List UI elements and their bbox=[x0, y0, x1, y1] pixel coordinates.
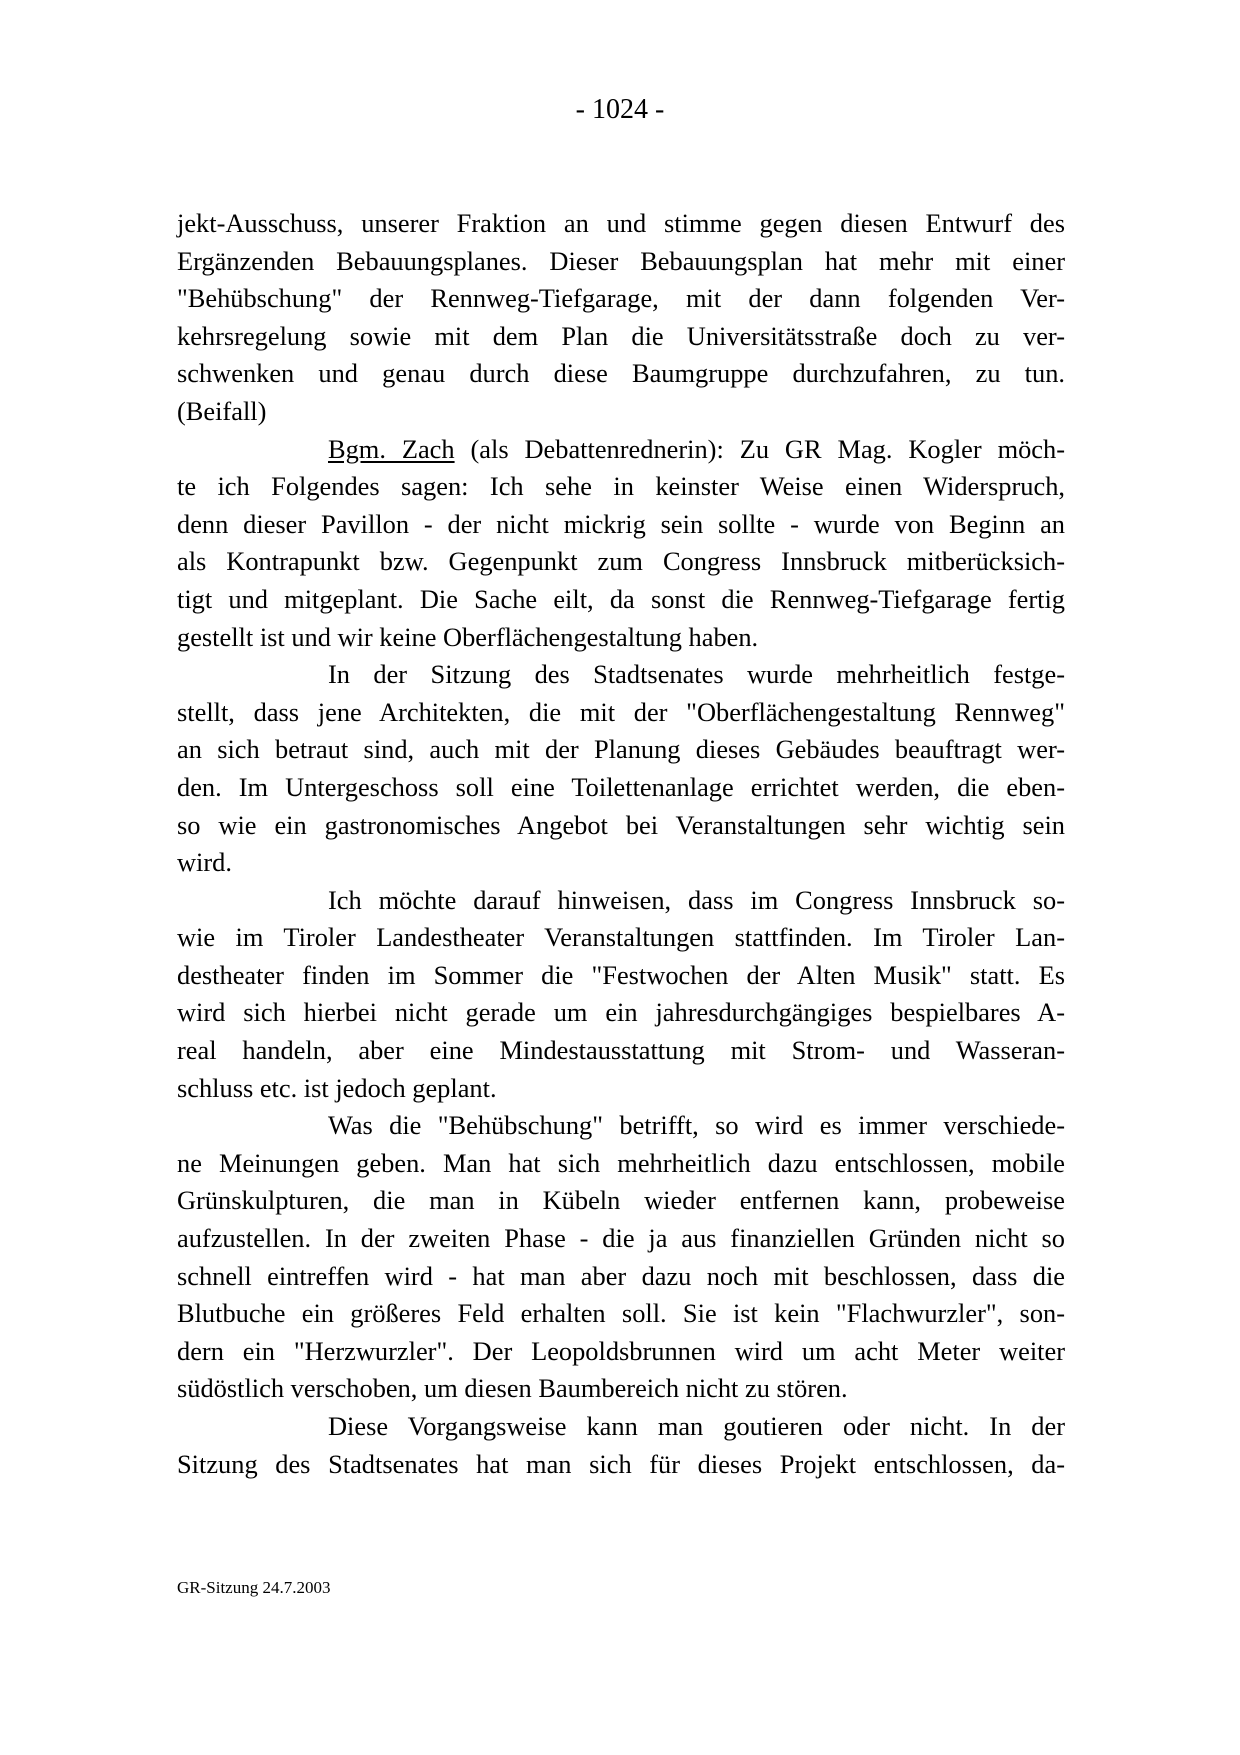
text-line: tigt und mitgeplant. Die Sache eilt, da sonst die Rennweg-Tiefgarage fertig bbox=[177, 583, 1065, 614]
text-line: (Beifall) bbox=[177, 395, 267, 426]
speaker-name: Bgm. Zach bbox=[328, 433, 455, 464]
text-line: Ergänzenden Bebauungsplanes. Dieser Bebauungsplan hat mehr mit einer bbox=[177, 245, 1065, 276]
footer-session-date: GR-Sitzung 24.7.2003 bbox=[177, 1578, 331, 1597]
text-line: Sitzung des Stadtsenates hat man sich für dieses Projekt entschlossen, da- bbox=[177, 1448, 1065, 1479]
text-line: jekt-Ausschuss, unserer Fraktion an und stimme gegen diesen Entwurf des bbox=[177, 208, 1065, 238]
text-line: real handeln, aber eine Mindestausstattung mit Strom- und Wasseran- bbox=[177, 1035, 1065, 1066]
text-line: ne Meinungen geben. Man hat sich mehrheitlich dazu entschlossen, mobile bbox=[177, 1147, 1065, 1178]
text-line: so wie ein gastronomisches Angebot bei Veranstaltungen sehr wichtig sein bbox=[177, 809, 1065, 840]
text-line: "Behübschung" der Rennweg-Tiefgarage, mit der dann folgenden Ver- bbox=[177, 283, 1065, 314]
text-line: Blutbuche ein größeres Feld erhalten soll. Sie ist kein "Flachwurzler", son- bbox=[177, 1298, 1065, 1329]
text-line: schluss etc. ist jedoch geplant. bbox=[177, 1072, 497, 1103]
page-number: - 1024 - bbox=[575, 94, 665, 125]
text-line: aufzustellen. In der zweiten Phase - die ja aus finanziellen Gründen nicht so bbox=[177, 1223, 1065, 1254]
text-line: stellt, dass jene Architekten, die mit der "Oberflächengestaltung Rennweg" bbox=[177, 696, 1065, 727]
paragraph-6 bbox=[177, 1408, 1065, 1483]
text-line: Diese Vorgangsweise kann man goutieren oder nicht. In der bbox=[328, 1411, 1065, 1441]
paragraph-5 bbox=[177, 1107, 1065, 1408]
text-line: kehrsregelung sowie mit dem Plan die Universitätsstraße doch zu ver- bbox=[177, 320, 1065, 351]
text-line: Was die "Behübschung" betrifft, so wird es immer verschiede- bbox=[328, 1110, 1065, 1141]
text-line: südöstlich verschoben, um diesen Baumbereich nicht zu stören. bbox=[177, 1373, 848, 1404]
text-line: wird. bbox=[177, 847, 232, 878]
text-line: wie im Tiroler Landestheater Veranstaltungen stattfinden. Im Tiroler Lan- bbox=[177, 922, 1065, 953]
text-line: wird sich hierbei nicht gerade um ein jahresdurchgängiges bespielbares A- bbox=[177, 997, 1065, 1028]
text-line: schwenken und genau durch diese Baumgruppe durchzufahren, zu tun. bbox=[177, 358, 1065, 389]
text-line: Grünskulpturen, die man in Kübeln wieder entfernen kann, probeweise bbox=[177, 1185, 1065, 1216]
text-line: te ich Folgendes sagen: Ich sehe in keinster Weise einen Widerspruch, bbox=[177, 471, 1065, 502]
body-text bbox=[177, 205, 1065, 1483]
paragraph-2 bbox=[177, 431, 1065, 657]
text-line: den. Im Untergeschoss soll eine Toilettenanlage errichtet werden, die eben- bbox=[177, 771, 1065, 802]
text-line-speaker bbox=[177, 431, 1065, 469]
text-line: schnell eintreffen wird - hat man aber dazu noch mit beschlossen, dass die bbox=[177, 1260, 1065, 1291]
paragraph-4 bbox=[177, 882, 1065, 1108]
text-line: als Kontrapunkt bzw. Gegenpunkt zum Congress Innsbruck mitberücksich- bbox=[177, 546, 1065, 577]
text-line: dern ein "Herzwurzler". Der Leopoldsbrunnen wird um acht Meter weiter bbox=[177, 1335, 1065, 1366]
text-line: gestellt ist und wir keine Oberflächengestaltung haben. bbox=[177, 621, 759, 652]
paragraph-3 bbox=[177, 656, 1065, 882]
text-line: denn dieser Pavillon - der nicht mickrig sein sollte - wurde von Beginn an bbox=[177, 508, 1065, 539]
paragraph-1 bbox=[177, 205, 1065, 431]
text-line: Ich möchte darauf hinweisen, dass im Congress Innsbruck so- bbox=[328, 884, 1065, 915]
text-line: In der Sitzung des Stadtsenates wurde mehrheitlich festge- bbox=[328, 659, 1065, 690]
speaker-intro: (als Debattenrednerin): Zu GR Mag. Kogler möch- bbox=[454, 433, 1065, 464]
text-line: destheater finden im Sommer die "Festwochen der Alten Musik" statt. Es bbox=[177, 959, 1065, 990]
text-line: an sich betraut sind, auch mit der Planung dieses Gebäudes beauftragt wer- bbox=[177, 734, 1065, 765]
